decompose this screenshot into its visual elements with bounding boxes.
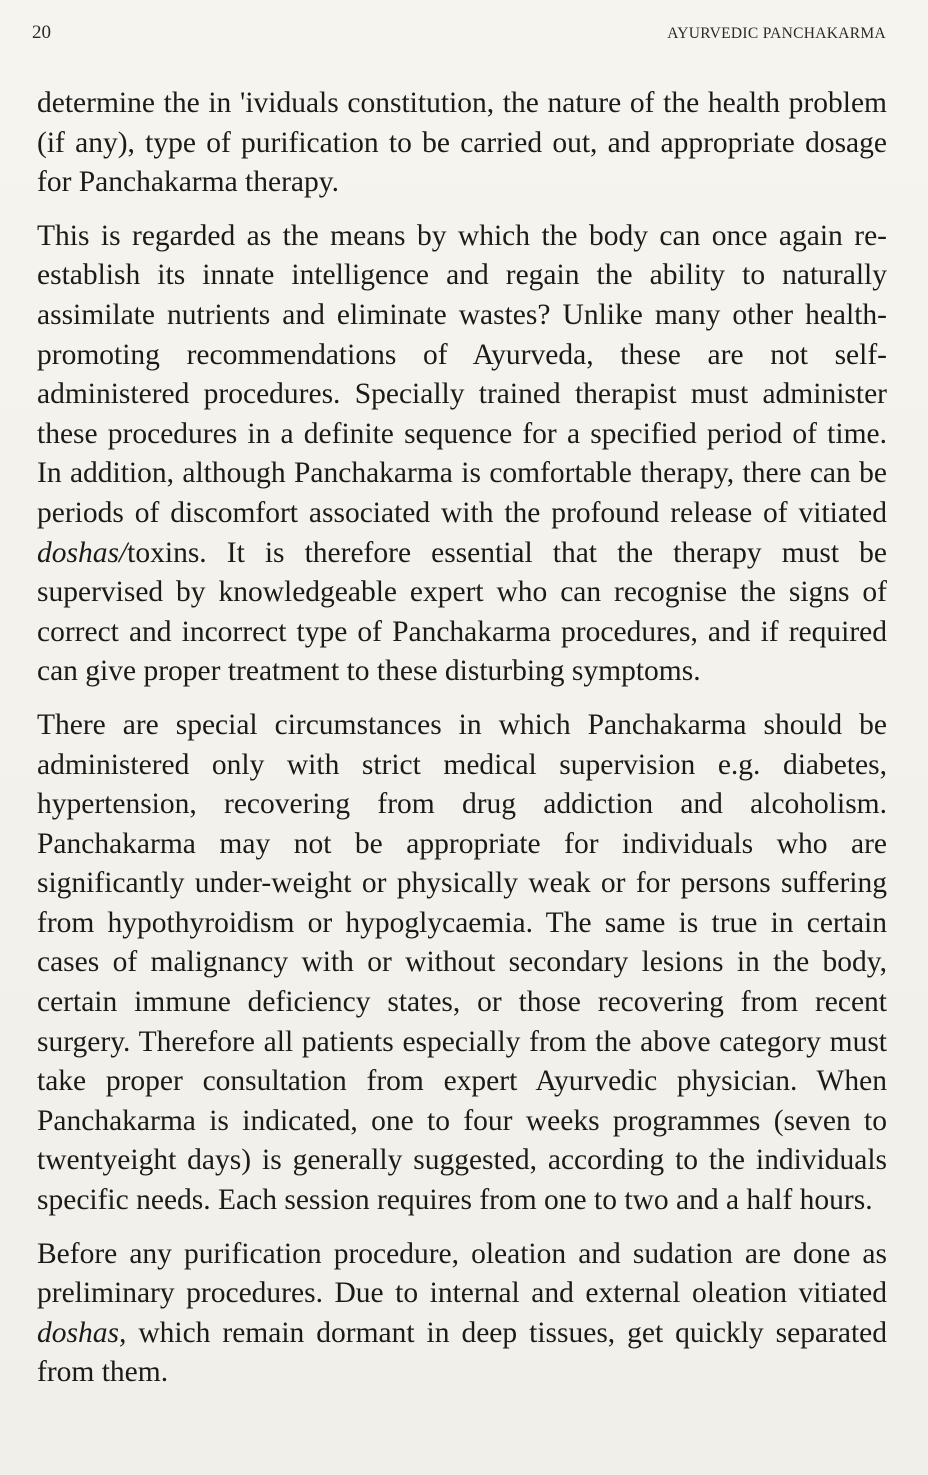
paragraph-4-text-start: Before any purification procedure, oleation and sudation are done as preliminary procedures. Due to internal and external oleation vitiated [37,1237,887,1310]
paragraph-2-italic-term: doshas/ [37,536,128,569]
paragraph-2 [37,217,887,692]
paragraph-4-text-end: which remain dormant in deep tissues, get quickly separated from them. [37,1316,887,1389]
page-number: 20 [32,22,51,43]
body-text [37,84,887,1407]
paragraph-2-text-end: toxins. It is therefore essential that the therapy must be supervised by knowledgeable expert who can recognise the signs of correct and incorrect type of Panchakarma procedures, and if required can give proper treatment to these disturbing symptoms. [37,536,887,688]
paragraph-4-italic-term: doshas, [37,1316,127,1349]
running-head: AYURVEDIC PANCHAKARMA [667,25,886,42]
paragraph-2-text-start: This is regarded as the means by which the body can once again re-establish its innate intelligence and regain the ability to naturally assimilate nutrients and eliminate wastes? Unlike many other health-promoting recommendations of Ayurveda, these are not self-administered procedures. Specially trained therapist must administer these procedures in a definite sequence for a specified period of time. In addition, although Panchakarma is comfortable therapy, there can be periods of discomfort associated with the profound release of vitiated [37,219,887,529]
paragraph-1: determine the in 'ividuals constitution, the nature of the health problem (if any), type of purification to be carried out, and appropriate dosage for Panchakarma therapy. [37,87,887,199]
paragraph-4 [37,1235,887,1393]
paragraph-3: There are special circumstances in which Panchakarma should be administered only with strict medical supervision e.g. diabetes, hypertension, recovering from drug addiction and alcoholism. Panchakarma may not be appropriate for individuals who are significantly under-weight or physically weak or for persons suffering from hypothyroidism or hypoglycaemia. The same is true in certain cases of malignancy with or without secondary lesions in the body, certain immune deficiency states, or those recovering from recent surgery. Therefore all patients especially from the above category must take proper consultation from expert Ayurvedic physician. When Panchakarma is indicated, one to four weeks programmes (seven to twentyeight days) is generally suggested, according to the individuals specific needs. Each session requires from one to two and a half hours. [37,708,887,1217]
page-header [32,22,886,46]
